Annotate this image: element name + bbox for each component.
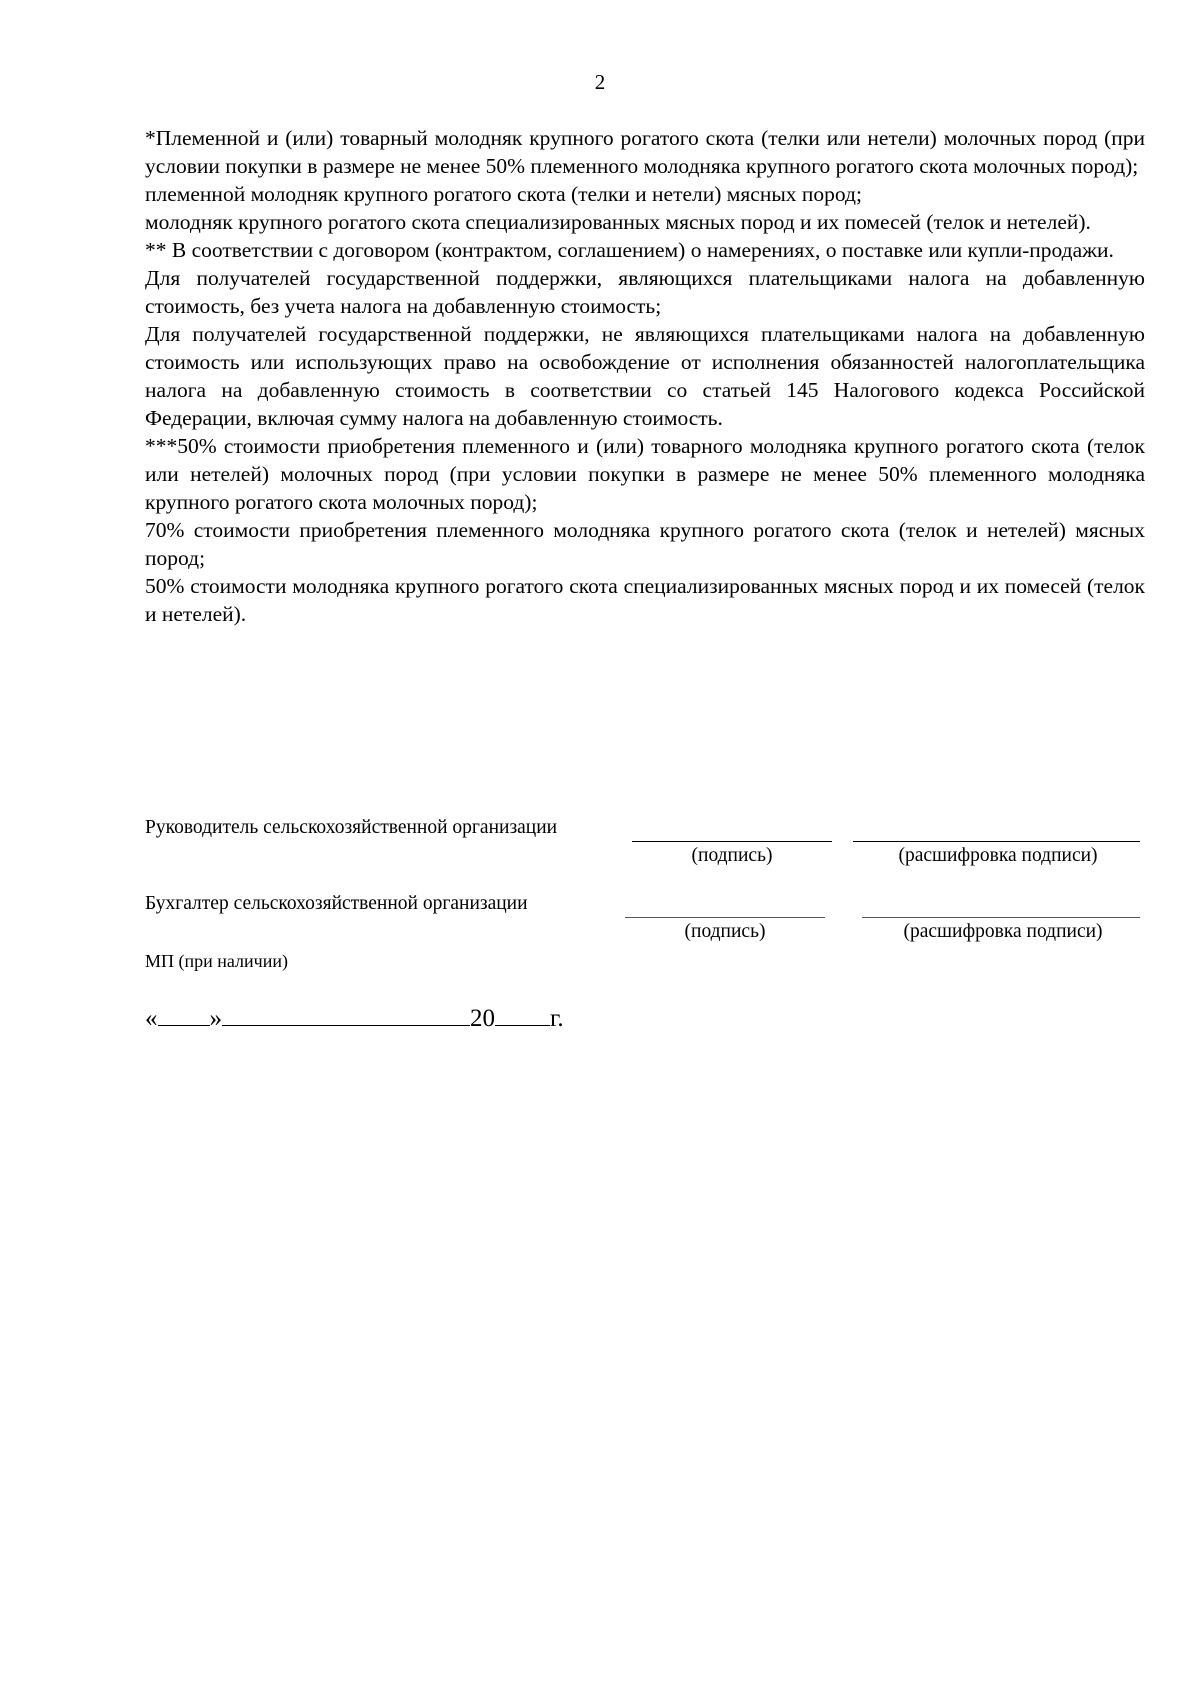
- footnote-paragraph: молодняк крупного рогатого скота специализированных мясных пород и их помесей (телок и нетелей).: [145, 210, 1091, 234]
- accountant-signature-line[interactable]: [625, 917, 825, 918]
- date-line: [145, 1003, 564, 1033]
- footnote-paragraph: Для получателей государственной поддержки, являющихся плательщиками налога на добавленную стоимость, без учета налога на добавленную стоимость;: [145, 266, 1145, 318]
- footnote-paragraph: 70% стоимости приобретения племенного молодняка крупного рогатого скота (телок и нетелей) мясных пород;: [145, 518, 1145, 570]
- footnote-paragraph: племенной молодняк крупного рогатого скота (телки и нетели) мясных пород;: [145, 182, 862, 206]
- date-year-prefix: 20: [470, 1005, 495, 1032]
- accountant-signature-decode-line[interactable]: [862, 917, 1140, 918]
- date-close-quote: »: [209, 1005, 222, 1032]
- date-year-suffix: г.: [550, 1005, 564, 1032]
- accountant-signature-caption: (подпись): [684, 921, 766, 942]
- accountant-signature-row: [145, 893, 1145, 923]
- date-year-blank[interactable]: [495, 1003, 550, 1026]
- head-decode-caption: (расшифровка подписи): [898, 845, 1098, 866]
- footnote-paragraph: *Племенной и (или) товарный молодняк крупного рогатого скота (телки или нетели) молочных пород (при условии покупки в размере не менее 50% племенного молодняка крупного рогатого скота молочных пород);: [145, 126, 1145, 178]
- date-day-blank[interactable]: [158, 1003, 210, 1026]
- stamp-label: МП (при наличии): [145, 951, 288, 971]
- footnote-paragraph: 50% стоимости молодняка крупного рогатого скота специализированных мясных пород и их помесей (телок и нетелей).: [145, 574, 1145, 626]
- footnotes-block: [145, 124, 1145, 628]
- head-signature-row: [145, 817, 1145, 847]
- date-month-blank[interactable]: [222, 1003, 470, 1026]
- head-signature-label: Руководитель сельскохозяйственной организации: [145, 817, 558, 838]
- page-number: 2: [594, 70, 606, 94]
- footnote-paragraph: ***50% стоимости приобретения племенного и (или) товарного молодняка крупного рогатого скота (телок или нетелей) молочных пород (при условии покупки в размере не менее 50% племенного молодняка крупного рогатого скота молочных пород);: [145, 434, 1145, 514]
- date-open-quote: «: [145, 1005, 158, 1032]
- head-signature-caption: (подпись): [691, 845, 773, 866]
- head-signature-line[interactable]: [632, 841, 832, 842]
- accountant-decode-caption: (расшифровка подписи): [903, 921, 1103, 942]
- footnote-paragraph: ** В соответствии с договором (контрактом, соглашением) о намерениях, о поставке или купли-продажи.: [145, 238, 1114, 262]
- head-signature-decode-line[interactable]: [853, 841, 1140, 842]
- footnote-paragraph: Для получателей государственной поддержки, не являющихся плательщиками налога на добавленную стоимость или использующих право на освобождение от исполнения обязанностей налогоплательщика налога на добавленную стоимость в соответствии со статьей 145 Налогового кодекса Российской Федерации, включая сумму налога на добавленную стоимость.: [145, 322, 1145, 430]
- accountant-signature-label: Бухгалтер сельскохозяйственной организации: [145, 893, 528, 914]
